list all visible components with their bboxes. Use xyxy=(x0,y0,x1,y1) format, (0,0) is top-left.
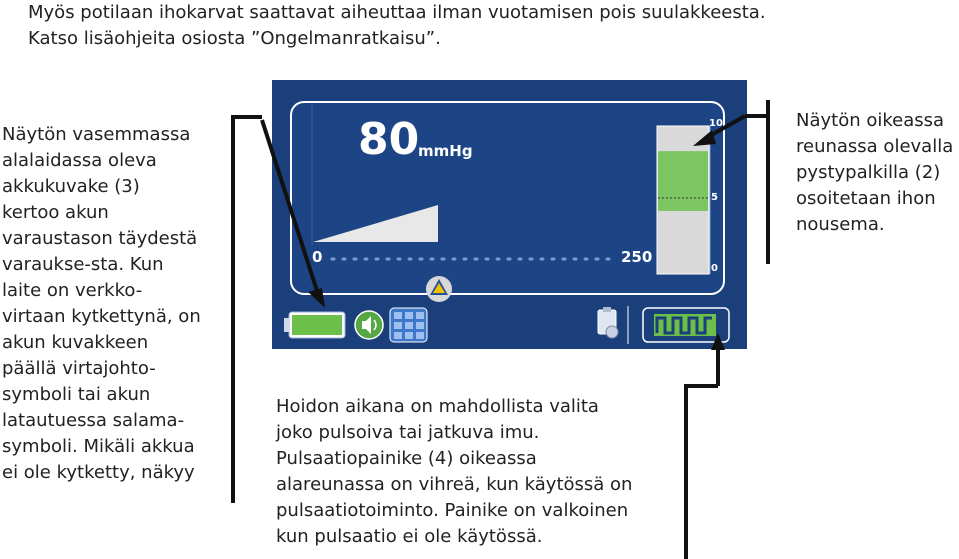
bottom-line: Hoidon aikana on mahdollista valita xyxy=(276,396,599,417)
left-line: virtaan kytkettynä, on xyxy=(2,306,201,327)
left-line: laite on verkko- xyxy=(2,280,143,301)
left-line: ei ole kytketty, näkyy xyxy=(2,462,195,483)
level-bar-max-label: 10 xyxy=(709,118,723,129)
left-line: Näytön vasemmassa xyxy=(2,124,191,145)
left-line: varaustason täydestä xyxy=(2,228,198,249)
left-line: varaukse-sta. Kun xyxy=(2,254,164,275)
right-line: pystypalkilla (2) xyxy=(796,162,941,183)
level-bar-min-label: 0 xyxy=(711,263,718,274)
right-line: osoitetaan ihon xyxy=(796,188,936,209)
left-line: kertoo akun xyxy=(2,202,109,223)
left-line: symboli. Mikäli akkua xyxy=(2,436,195,457)
left-arrow xyxy=(262,120,318,294)
level-bar-mid-label: 5 xyxy=(711,192,718,203)
intro-line-2: Katso lisäohjeita osiosta ”Ongelmanratkaisu”. xyxy=(28,28,441,49)
bottom-line: alareunassa on vihreä, kun käytössä on xyxy=(276,474,633,495)
left-line: akkukuvake (3) xyxy=(2,176,140,197)
right-line: reunassa olevalla xyxy=(796,136,954,157)
intro-line-1: Myös potilaan ihokarvat saattavat aiheuttaa ilman vuotamisen pois suulakkeesta. xyxy=(28,2,766,23)
level-bar-fill xyxy=(658,151,708,211)
left-line: päällä virtajohto- xyxy=(2,358,156,379)
bottom-line: Pulsaatiopainike (4) oikeassa xyxy=(276,448,537,469)
scale-min-label: 0 xyxy=(312,248,323,266)
scale-max-label: 250 xyxy=(621,248,653,266)
left-line: symboli tai akun xyxy=(2,384,151,405)
bottom-line: joko pulsoiva tai jatkuva imu. xyxy=(276,422,540,443)
left-line: latautuessa salama- xyxy=(2,410,185,431)
pressure-value: 80 xyxy=(358,114,420,165)
bottom-line: pulsaatiotoiminto. Painike on valkoinen xyxy=(276,500,629,521)
right-line: nousema. xyxy=(796,214,885,235)
left-line: alalaidassa oleva xyxy=(2,150,157,171)
pressure-unit: mmHg xyxy=(418,142,473,160)
right-line: Näytön oikeassa xyxy=(796,110,945,131)
pressure-ramp xyxy=(313,205,438,242)
left-line: akun kuvakkeen xyxy=(2,332,149,353)
bottom-line: kun pulsaatio ei ole käytössä. xyxy=(276,526,543,547)
